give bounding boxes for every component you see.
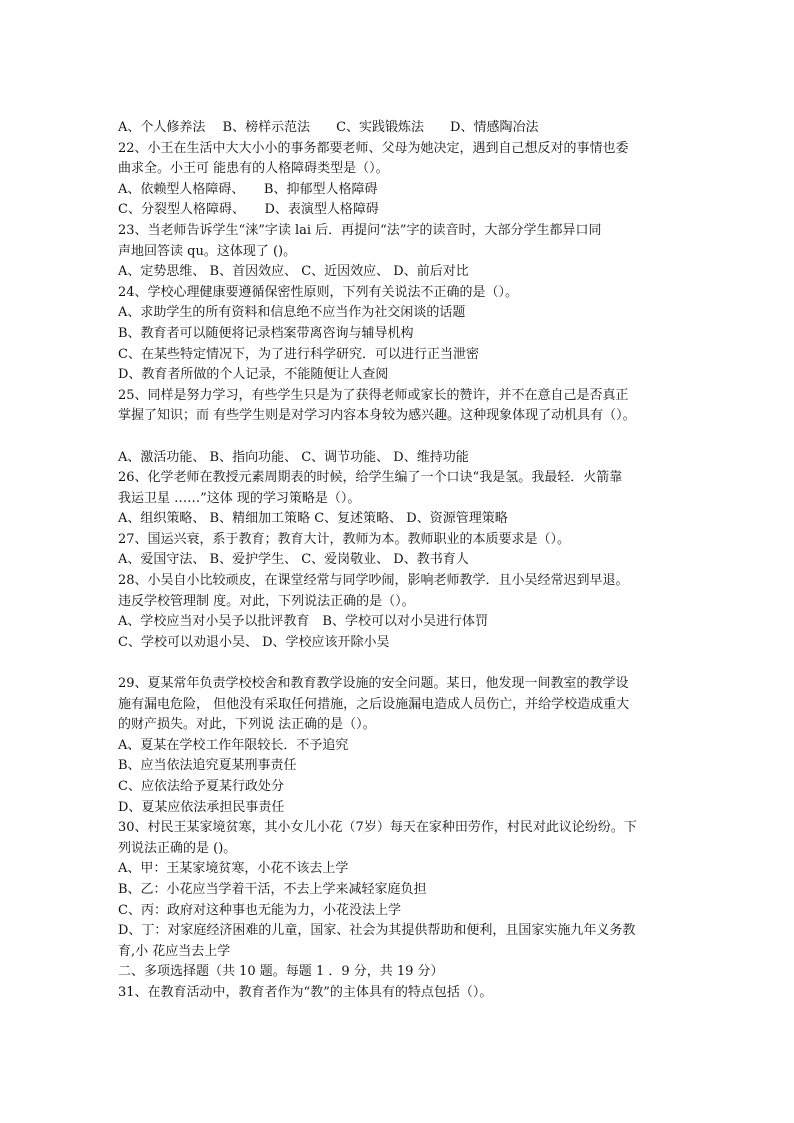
text-line: A、求助学生的所有资料和信息绝不应当作为社交闲谈的话题 — [118, 305, 466, 321]
text-line: A、定势思维、 B、首因效应、 C、近因效应、 D、前后对比 — [118, 264, 469, 280]
text-line: 育,小 花应当去上学 — [118, 943, 231, 959]
text-line: A、激活功能、 B、指向功能、 C、调节功能、 D、维持功能 — [118, 449, 469, 465]
blank-line — [118, 427, 678, 448]
text-line: 的财产损失。对此，下列说 法正确的是（）。 — [118, 717, 376, 733]
text-line: B、乙：小花应当学着干活，不去上学来减轻家庭负担 — [118, 881, 427, 897]
text-line: A、爱国守法、 B、爱护学生、 C、爱岗敬业、 D、教书育人 — [118, 552, 469, 568]
blank-line — [118, 653, 678, 674]
text-line: A、个人修养法 B、榜样示范法 C、实践锻炼法 D、情感陶冶法 — [118, 120, 539, 135]
text-line: A、学校应当对小吴予以批评教育 B、学校可以对小吴进行体罚 — [118, 614, 488, 630]
text-line: A、组织策略、 B、精细加工策略 C、复述策略、 D、资源管理策略 — [118, 511, 508, 527]
text-line: B、应当依法追究夏某刑事责任 — [118, 758, 297, 774]
text-line: 26、化学老师在教授元素周期表的时候，给学生编了一个口诀“我是氢。我最轻．火箭靠 — [118, 470, 623, 486]
text-line: 曲求全。小王可 能患有的人格障碍类型是（）。 — [118, 161, 389, 177]
text-line: 声地回答读 qu。这体现了 ()。 — [118, 243, 297, 259]
text-line: 22、小王在生活中大大小小的事务都要老师、父母为她决定，遇到自己想反对的事情也委 — [118, 140, 629, 156]
text-line: C、在某些特定情况下，为了进行科学研究．可以进行正当泄密 — [118, 346, 479, 362]
text-line: D、教育者所做的个人记录，不能随便让人查阅 — [118, 367, 389, 383]
text-line: 25、同样是努力学习，有些学生只是为了获得老师或家长的赞许，并不在意自己是否真正 — [118, 387, 629, 403]
text-line: A、夏某在学校工作年限较长．不予追究 — [118, 737, 349, 753]
text-line: 27、国运兴衰，系于教育；教育大计，教师为本。教师职业的本质要求是（）。 — [118, 531, 571, 547]
text-line: 掌握了知识；而 有些学生则是对学习内容本身较为感兴趣。这种现象体现了动机具有（）。 — [118, 408, 636, 424]
text-line: D、夏某应依法承担民事责任 — [118, 799, 285, 815]
text-line: A、依赖型人格障碍、 B、抑郁型人格障碍 — [118, 181, 378, 197]
text-line: C、学校可以劝退小吴、 D、学校应该开除小吴 — [118, 634, 390, 650]
document-page — [118, 118, 678, 1004]
text-line: B、教育者可以随便将记录档案带离咨询与辅导机构 — [118, 325, 414, 341]
text-line: 施有漏电危险， 但他没有采取任何措施，之后设施漏电造成人员伤亡，并给学校造成重大 — [118, 696, 630, 712]
text-line: 我运卫星 ……”这体 现的学习策略是（）。 — [118, 490, 361, 506]
text-line: D、丁：对家庭经济困难的儿童，国家、社会为其提供帮助和便利，且国家实施九年义务教 — [118, 923, 636, 939]
text-line: 24、学校心理健康要遵循保密性原则，下列有关说法不正确的是（）。 — [118, 284, 519, 300]
text-line: C、丙：政府对这种事也无能为力，小花没法上学 — [118, 902, 401, 918]
text-line: C、应依法给予夏某行政处分 — [118, 779, 284, 794]
text-line: 列说法正确的是 ()。 — [118, 840, 237, 856]
text-line: 29、夏某常年负责学校校舍和教育教学设施的安全问题。某日，他发现一间教室的教学设 — [118, 676, 629, 692]
text-line: 30、村民王某家境贫寒，其小女儿小花（7岁）每天在家种田劳作，村民对此议论纷纷。下 — [118, 820, 637, 836]
text-line: A、甲：王某家境贫寒，小花不该去上学 — [118, 861, 349, 877]
text-line: 28、小吴自小比较顽皮，在课堂经常与同学吵闹，影响老师教学．且小吴经常迟到早退。 — [118, 573, 629, 589]
text-line: C、分裂型人格障碍、 D、表演型人格障碍 — [118, 202, 379, 218]
text-line: 23、当老师告诉学生“涞”字读 lai 后．再提问“法”字的读音时，大部分学生都异口同 — [118, 222, 602, 238]
text-line: 31、在教育活动中，教育者作为“教”的主体具有的特点包括（）。 — [118, 984, 493, 1000]
text-line: 二、多项选择题（共 10 题。每题 1 ．9 分，共 19 分） — [118, 964, 444, 980]
text-line: 违反学校管理制 度。对此，下列说法正确的是（）。 — [118, 593, 415, 609]
